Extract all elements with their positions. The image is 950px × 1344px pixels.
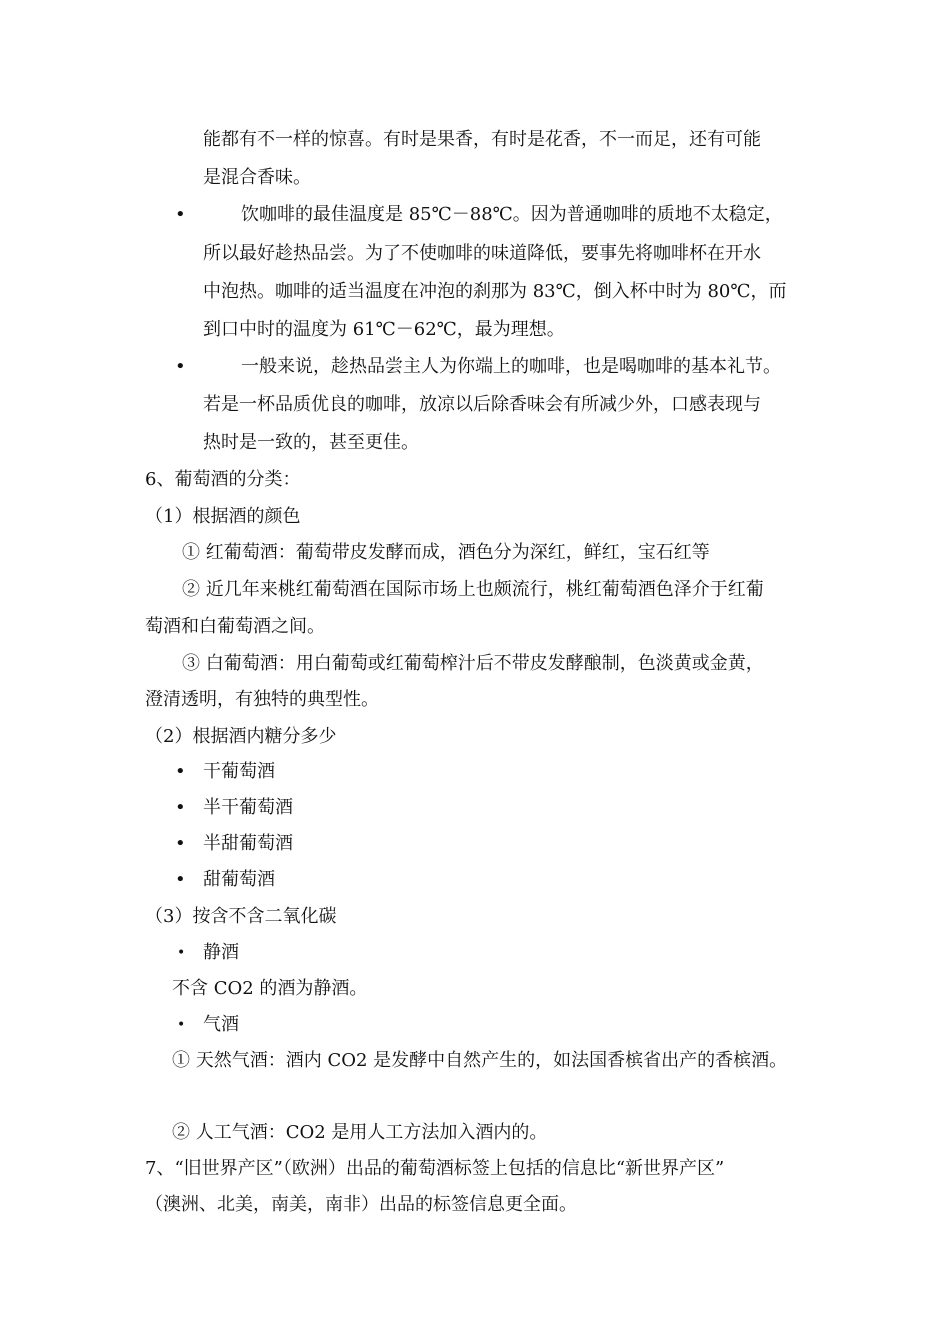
paragraph-line: （澳洲、北美，南美，南非）出品的标签信息更全面。 — [145, 1194, 577, 1215]
bullet-dot: • — [175, 761, 186, 782]
coffee-line: 到口中时的温度为 61℃－62℃，最为理想。 — [203, 319, 565, 340]
list-item: 半干葡萄酒 — [203, 797, 293, 818]
subsection-title: （1）根据酒的颜色 — [145, 506, 301, 527]
coffee-line: 一般来说，趁热品尝主人为你端上的咖啡，也是喝咖啡的基本礼节。 — [241, 356, 781, 377]
bullet-dot: • — [175, 356, 186, 377]
subsection-title: （2）根据酒内糖分多少 — [145, 726, 337, 747]
list-item: 甜葡萄酒 — [203, 869, 275, 890]
section-heading: 7、“旧世界产区”（欧洲）出品的葡萄酒标签上包括的信息比“新世界产区” — [145, 1158, 725, 1179]
bullet-dot: • — [177, 1017, 186, 1033]
coffee-line: 饮咖啡的最佳温度是 85℃－88℃。因为普通咖啡的质地不太稳定， — [241, 204, 783, 225]
list-item-desc: 不含 CO2 的酒为静酒。 — [172, 978, 368, 999]
list-item: 半甜葡萄酒 — [203, 833, 293, 854]
subsection-title: （3）按含不含二氧化碳 — [145, 906, 337, 927]
coffee-line: 中泡热。咖啡的适当温度在冲泡的刹那为 83℃，倒入杯中时为 80℃，而 — [203, 281, 787, 302]
list-item: ② 近几年来桃红葡萄酒在国际市场上也颇流行，桃红葡萄酒色泽介于红葡 — [182, 579, 764, 600]
bullet-dot: • — [175, 204, 186, 225]
list-item: 静酒 — [203, 942, 239, 963]
list-item: 气酒 — [203, 1014, 239, 1035]
list-item-desc: ① 天然气酒：酒内 CO2 是发酵中自然产生的，如法国香槟省出产的香槟酒。 — [172, 1050, 788, 1071]
list-item: 干葡萄酒 — [203, 761, 275, 782]
list-item-desc: ② 人工气酒：CO2 是用人工方法加入酒内的。 — [172, 1122, 548, 1143]
bullet-dot: • — [175, 869, 186, 890]
list-item-cont: 萄酒和白葡萄酒之间。 — [145, 616, 325, 637]
list-item-cont: 澄清透明，有独特的典型性。 — [145, 689, 379, 710]
list-item: ① 红葡萄酒：葡萄带皮发酵而成，酒色分为深红，鲜红，宝石红等 — [182, 542, 710, 563]
coffee-line: 是混合香味。 — [203, 167, 311, 188]
bullet-dot: • — [175, 833, 186, 854]
coffee-line: 所以最好趁热品尝。为了不使咖啡的味道降低，要事先将咖啡杯在开水 — [203, 243, 761, 264]
coffee-line: 能都有不一样的惊喜。有时是果香，有时是花香，不一而足，还有可能 — [203, 129, 761, 150]
bullet-dot: • — [175, 797, 186, 818]
list-item: ③ 白葡萄酒：用白葡萄或红葡萄榨汁后不带皮发酵酿制，色淡黄或金黄， — [182, 653, 764, 674]
coffee-line: 若是一杯品质优良的咖啡，放凉以后除香味会有所减少外，口感表现与 — [203, 394, 761, 415]
coffee-line: 热时是一致的，甚至更佳。 — [203, 432, 419, 453]
bullet-dot: • — [177, 945, 186, 961]
section-heading: 6、葡萄酒的分类： — [145, 469, 301, 490]
